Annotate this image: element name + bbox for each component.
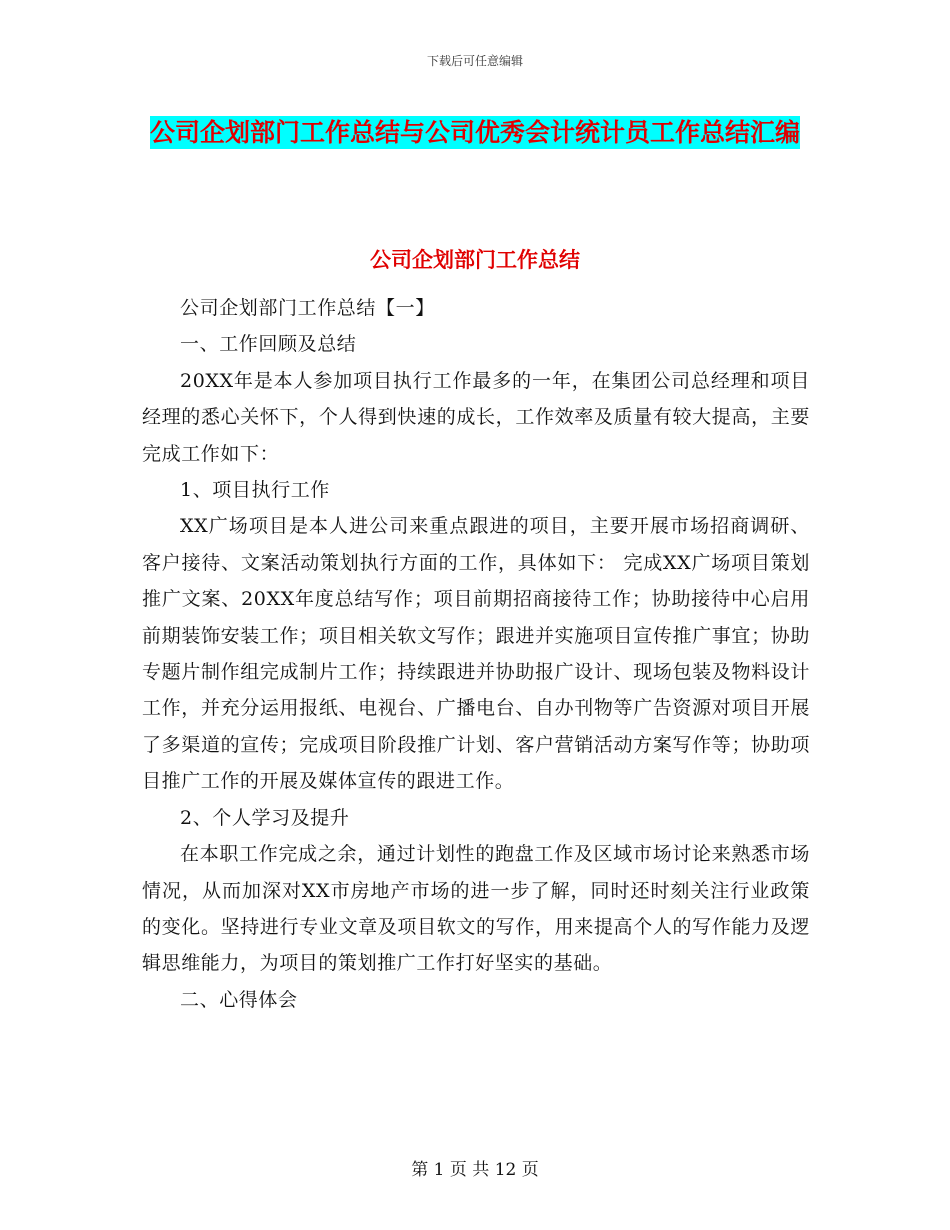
section-title: 公司企划部门工作总结: [370, 247, 580, 272]
paragraph-heading-1: 一、工作回顾及总结: [180, 333, 357, 356]
paragraph-heading-1-2: 2、个人学习及提升: [180, 806, 350, 829]
paragraph-heading-2: 二、心得体会: [180, 988, 298, 1011]
document-body: [142, 290, 810, 1018]
paragraph-project-work: XX广场项目是本人进公司来重点跟进的项目，主要开展市场招商调研、客户接待、文案活动策划执行方面的工作，具体如下： 完成XX广场项目策划推广文案、20XX年度总结写作；项目前期招商接待工作；协助接待中心启用前期装饰安装工作；项目相关软文写作；跟进并实施项目宣传推广事宜；协助专题片制作组完成制片工作；持续跟进并协助报广设计、现场包装及物料设计工作，并充分运用报纸、电视台、广播电台、自办刊物等广告资源对项目开展了多渠道的宣传；完成项目阶段推广计划、客户营销活动方案写作等；协助项目推广工作的开展及媒体宣传的跟进工作。: [142, 515, 810, 793]
document-title-highlight: 公司企划部门工作总结与公司优秀会计统计员工作总结汇编: [149, 118, 800, 147]
paragraph-subtitle: 公司企划部门工作总结【一】: [180, 297, 435, 319]
paragraph-intro: 20XX年是本人参加项目执行工作最多的一年，在集团公司总经理和项目经理的悉心关怀下，个人得到快速的成长，工作效率及质量有较大提高，主要完成工作如下：: [142, 369, 810, 465]
page-header-note: 下载后可任意编辑: [426, 54, 523, 68]
paragraph-heading-1-1: 1、项目执行工作: [180, 479, 330, 502]
page-number: 第 1 页 共 12 页: [411, 1160, 539, 1180]
paragraph-learning: 在本职工作完成之余，通过计划性的跑盘工作及区域市场讨论来熟悉市场情况，从而加深对XX市房地产市场的进一步了解，同时还时刻关注行业政策的变化。坚持进行专业文章及项目软文的写作，用来提高个人的写作能力及逻辑思维能力，为项目的策划推广工作打好坚实的基础。: [142, 843, 810, 975]
document-title: [140, 108, 810, 158]
